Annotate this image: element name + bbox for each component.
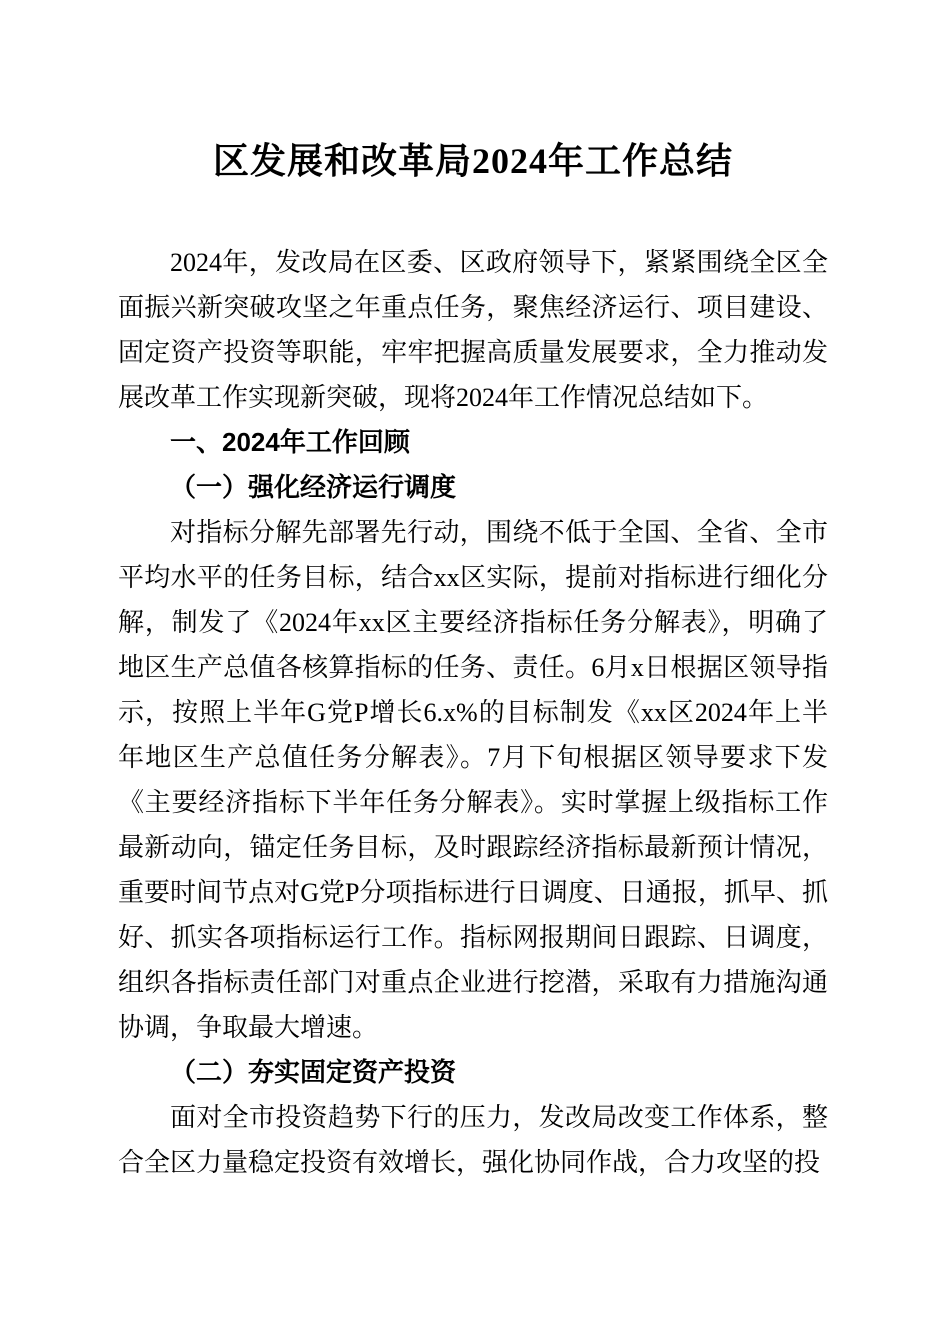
section-heading-level2: （一）强化经济运行调度 xyxy=(170,473,457,502)
document-title: 区发展和改革局2024年工作总结 xyxy=(212,141,733,181)
paragraph: 对指标分解先部署先行动，围绕不低于全国、全省、全市平均水平的任务目标，结合xx区实际，提前对指标进行细化分解，制发了《2024年xx区主要经济指标任务分解表》，明确了地区生产总值各核算指标的任务、责任。6月x日根据区领导指示，按照上半年G党P增长6.x%的目标制发《xx区2024年上半年地区生产总值任务分解表》。7月下旬根据区领导要求下发《主要经济指标下半年任务分解表》。实时掌握上级指标工作最新动向，锚定任务目标，及时跟踪经济指标最新预计情况，重要时间节点对G党P分项指标进行日调度、日通报，抓早、抓好、抓实各项指标运行工作。指标网报期间日跟踪、日调度，组织各指标责任部门对重点企业进行挖潜，采取有力措施沟通协调，争取最大增速。 xyxy=(118,518,828,1042)
paragraph: 2024年，发改局在区委、区政府领导下，紧紧围绕全区全面振兴新突破攻坚之年重点任务，聚焦经济运行、项目建设、固定资产投资等职能，牢牢把握高质量发展要求，全力推动发展改革工作实现新突破，现将2024年工作情况总结如下。 xyxy=(118,248,828,412)
document-body xyxy=(118,240,828,1185)
section-heading-level2: （二）夯实固定资产投资 xyxy=(170,1058,457,1087)
paragraph: 面对全市投资趋势下行的压力，发改局改变工作体系，整合全区力量稳定投资有效增长，强化协同作战，合力攻坚的投 xyxy=(118,1103,828,1177)
section-heading-level1: 一、2024年工作回顾 xyxy=(170,427,410,457)
